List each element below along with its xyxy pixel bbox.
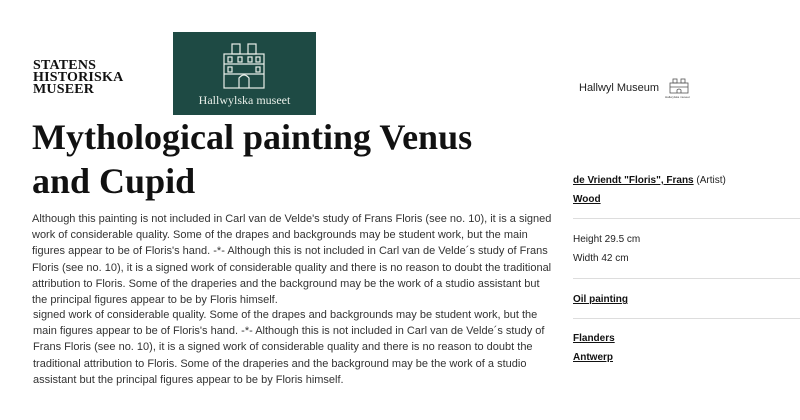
artist-section (573, 171, 800, 209)
museum-link[interactable]: Hallwyl Museum (579, 82, 660, 94)
place-region-link[interactable]: Flanders (573, 333, 615, 344)
page-title: Mythological painting Venus and Cupid (32, 117, 473, 201)
dimensions-section (573, 230, 800, 268)
height-value: Height 29.5 cm (573, 234, 641, 245)
divider (573, 218, 800, 219)
place-section (573, 329, 800, 367)
building-icon (218, 40, 270, 90)
hallwyl-mini-logo (667, 78, 691, 99)
hallwyl-badge-text: Hallwylska museet (198, 93, 291, 107)
technique-section (573, 290, 800, 309)
mini-building-icon (667, 78, 691, 94)
divider (573, 278, 800, 279)
divider (573, 318, 800, 319)
artist-link[interactable]: de Vriendt "Floris", Frans (573, 175, 694, 186)
logo-line-3: MUSEER (33, 82, 95, 97)
width-value: Width 42 cm (573, 253, 629, 264)
mini-logo-caption: Hallwylska museet (665, 95, 690, 99)
hallwylska-museet-logo[interactable] (173, 32, 316, 115)
logo-line-1: STATENS (33, 58, 97, 73)
technique-link[interactable]: Oil painting (573, 294, 628, 305)
material-link[interactable]: Wood (573, 194, 601, 205)
artist-role: (Artist) (696, 175, 726, 186)
place-city-link[interactable]: Antwerp (573, 352, 613, 363)
description-paragraph: Although this painting is not included in Carl van de Velde's study of Frans Floris (see no. 10), it is a signed work of considerable quality. Some of the drapes and backgrounds may be student work, but the main figures appear to be of Floris's hand. -*- Although this is not included in Carl van de Velde´s study of Frans Floris (see no. 10), it is a signed work of considerable quality and there is no reason to doubt the traditional attribution to Floris. Some of the draperies and the background may be the work of a studio assistant but the principal figures appear to be by Floris himself. (32, 213, 552, 307)
description-paragraph-repeat: signed work of considerable quality. Some of the drapes and backgrounds may be student work, but the main figures appear to be of Floris's hand. -*- Although this is not included in Carl van de Velde´s study of Frans Floris (see no. 10), it is a signed work of considerable quality and there is no reason to doubt the traditional attribution to Floris. Some of the draperies and the background may be the work of a studio assistant but the principal figures appear to be by Floris himself. (33, 309, 545, 386)
statens-historiska-museer-logo[interactable] (33, 60, 123, 96)
logo-line-2: HISTORISKA (33, 70, 124, 85)
